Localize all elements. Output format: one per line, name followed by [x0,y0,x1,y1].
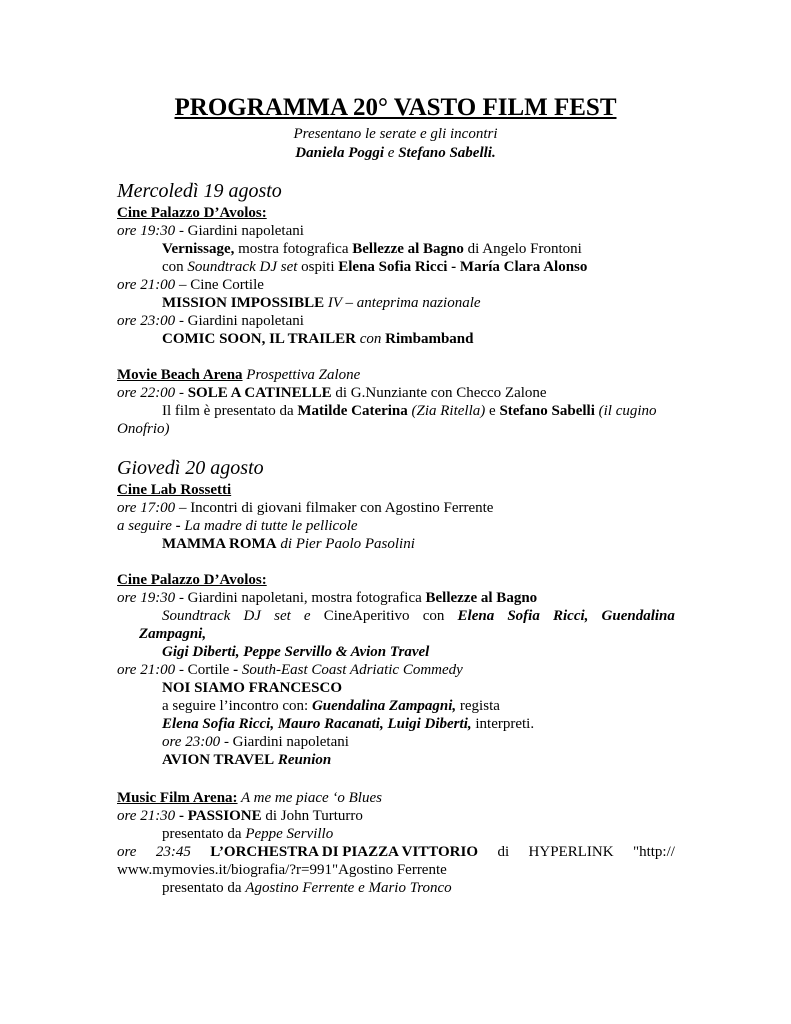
event-time-line [117,807,363,825]
event-text: Onofrio) [117,421,170,437]
event-text: - [233,662,242,678]
guest-names: Elena [457,608,495,624]
event-detail [162,697,500,715]
film-title: AVION TRAVEL [162,752,275,768]
event-text: di Angelo Frontoni [463,241,582,257]
event-time-line [117,517,358,535]
event-detail [162,258,587,276]
day-heading: Mercoledì 19 agosto [117,180,282,202]
event-text: - [175,385,188,401]
event-detail [162,715,534,733]
venue-heading [117,366,360,384]
event-detail [162,825,333,843]
event-detail [117,420,170,438]
event-text: presentato da [162,826,246,842]
event-time-line [162,733,349,751]
event-text: con [422,608,445,624]
venue-name: Movie Beach Arena [117,367,243,383]
event-text: di [497,844,510,860]
presenter-name: Daniela Poggi [295,145,385,161]
venue-subtitle: Prospettiva Zalone [242,367,361,383]
event-title: Vernissage, [162,241,235,257]
presenter-name: Stefano Sabelli. [398,145,496,161]
event-text: Soundtrack DJ set [187,259,298,275]
event-text: di Pier Paolo Pasolini [276,536,415,552]
guest-names: Elena Sofia Ricci - María Clara Alonso [338,259,588,275]
event-text: CineAperitivo [323,608,410,624]
event-text: HYPERLINK [528,844,614,860]
event-detail [162,294,481,312]
event-place: - Giardini napoletani [220,734,349,750]
event-place: - Cortile [175,662,234,678]
event-text: di John Turturro [261,808,363,824]
venue-name: Cine Palazzo D’Avolos: [117,572,267,588]
presenters-line [0,144,791,162]
event-time-line [117,499,493,517]
event-text: set [274,608,291,624]
day-heading: Giovedì 20 agosto [117,457,264,479]
event-text: Soundtrack [162,608,231,624]
venue-name: Music Film Arena: [117,790,238,806]
event-text: e [303,608,311,624]
guest-names: Guendalina Zampagni, [311,698,457,714]
event-text: - [175,808,188,824]
guest-names: Peppe Servillo [245,826,334,842]
event-time-line [117,661,463,679]
event-text: a seguire [117,518,172,534]
event-text: Il film è presentato da [162,403,298,419]
event-time: 23:45 [155,844,191,860]
event-time: ore 21:30 [117,808,176,824]
guest-names: Matilde Caterina [297,403,408,419]
film-title: MAMMA ROMA [162,536,277,552]
presenters-intro: Presentano le serate e gli incontri [293,126,498,142]
guest-names: Rimbamband [385,331,474,347]
film-title: COMIC SOON, IL TRAILER [162,331,356,347]
venue-name: Cine Lab Rossetti [117,482,232,498]
event-text: ospiti [297,259,339,275]
event-time: ore 22:00 [117,385,176,401]
guest-names: Stefano Sabelli [499,403,595,419]
guest-names: Gigi Diberti, Peppe Servillo & Avion Travel [162,644,430,660]
event-text: www.mymovies.it/biografia/?r=991"Agostino Ferrente [117,862,447,878]
event-text: mostra fotografica [234,241,353,257]
guest-names: Ricci, [553,608,589,624]
event-text: presentato da [162,880,246,896]
event-time: ore [117,844,137,860]
event-detail [162,607,675,625]
event-detail [162,402,657,420]
event-time-line [117,589,537,607]
event-place: - Giardini napoletani [175,313,304,329]
event-text: IV – anteprima nazionale [324,295,481,311]
event-text: La madre di tutte le pellicole [184,518,358,534]
event-text: con [355,331,386,347]
venue-heading [117,571,267,589]
venue-heading [117,204,267,222]
page-title: PROGRAMMA 20° VASTO FILM FEST [174,94,617,121]
event-text: di G.Nunziante con Checco Zalone [331,385,547,401]
event-detail [162,751,331,769]
guest-names: Guendalina [601,608,675,624]
event-time: ore 17:00 [117,500,176,516]
venue-name: Cine Palazzo D’Avolos: [117,205,267,221]
event-place: – Cine Cortile [175,277,264,293]
film-title: L’ORCHESTRA DI PIAZZA VITTORIO [210,844,479,860]
event-text: regista [456,698,500,714]
event-time-line [117,384,547,402]
film-title: MISSION IMPOSSIBLE [162,295,325,311]
event-text: Reunion [274,752,332,768]
event-place: - Giardini napoletani [175,223,304,239]
event-detail [162,535,415,553]
presenter-and: e [387,145,395,161]
event-time: ore 23:00 [117,313,176,329]
event-text: – Incontri di giovani filmaker con Agostino Ferrente [175,500,494,516]
film-title: NOI SIAMO FRANCESCO [162,680,343,696]
guest-names: Elena Sofia Ricci, Mauro Racanati, Luigi Diberti, [162,716,472,732]
venue-heading [117,789,382,807]
event-time: ore 23:00 [162,734,221,750]
film-title: SOLE A CATINELLE [187,385,332,401]
event-text: - [171,518,185,534]
event-time: ore 19:30 [117,590,176,606]
event-time: ore 21:00 [117,662,176,678]
event-detail [139,625,206,643]
event-text: a seguire l’incontro con: [162,698,312,714]
event-time-line [117,222,304,240]
event-time-line [117,276,264,294]
venue-subtitle: A me me piace ‘o Blues [237,790,382,806]
event-detail [117,861,447,879]
exhibition-title: Bellezze al Bagno [425,590,538,606]
event-detail [162,879,452,897]
event-text: e [485,403,500,419]
event-detail [162,240,582,258]
event-time: ore 19:30 [117,223,176,239]
event-time: ore 21:00 [117,277,176,293]
event-text: (Zia Ritella) [407,403,486,419]
event-text: "http:// [632,844,675,860]
event-time-line [117,312,304,330]
event-text: interpreti. [471,716,535,732]
event-text: South-East Coast Adriatic Commedy [241,662,463,678]
exhibition-title: Bellezze al Bagno [352,241,464,257]
event-text: DJ [243,608,261,624]
guest-names: Agostino Ferrente e Mario Tronco [245,880,452,896]
film-title: PASSIONE [187,808,262,824]
event-text: con [162,259,188,275]
event-detail [162,679,342,697]
event-time-line [117,843,675,861]
guest-names: Zampagni, [139,626,207,642]
venue-heading [117,481,231,499]
event-text: - Giardini napoletani, mostra fotografica [175,590,426,606]
guest-names: Sofia [507,608,540,624]
event-detail [162,643,429,661]
event-text: (il cugino [594,403,657,419]
event-detail [162,330,473,348]
